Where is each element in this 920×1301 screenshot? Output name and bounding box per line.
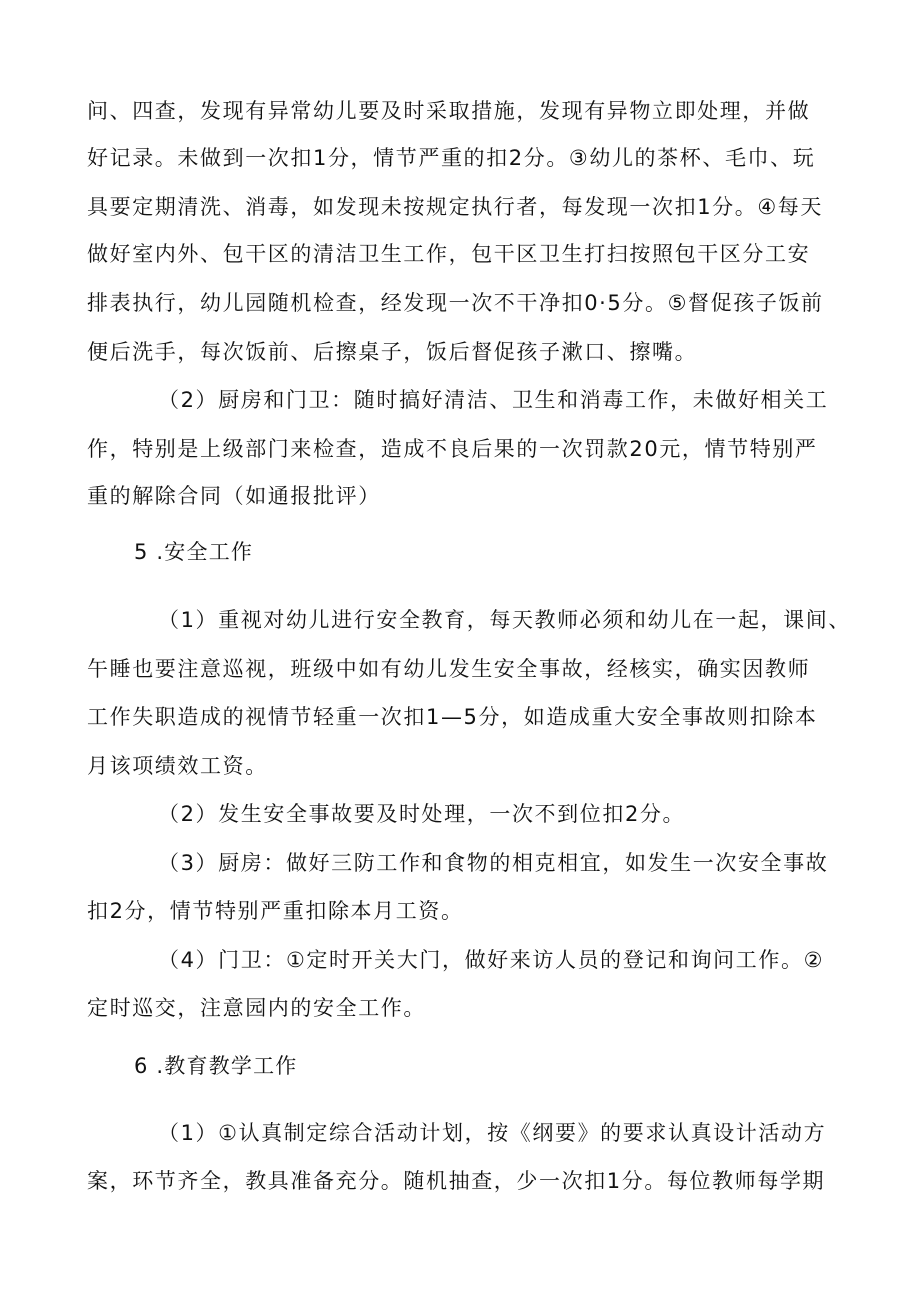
- section-heading-teaching: 6 .教育教学工作: [134, 1054, 298, 1078]
- section-heading-safety: 5 .安全工作: [134, 540, 254, 564]
- paragraph-first-line: （2）发生安全事故要及时处理，一次不到位扣2分。: [158, 802, 686, 826]
- paragraph-first-line: （4）门卫：①定时开关大门，做好来访人员的登记和询问工作。②: [158, 948, 825, 972]
- paragraph-first-line: （1）重视对幼儿进行安全教育，每天教师必须和幼儿在一起，课间、: [158, 608, 851, 632]
- body-text-line: 工作失职造成的视情节轻重一次扣1—5分，如造成重大安全事故则扣除本: [87, 705, 818, 729]
- body-text-line: 月该项绩效工资。: [87, 754, 268, 778]
- body-text-line: 便后洗手，每次饭前、后擦桌子，饭后督促孩子漱口、擦嘴。: [87, 340, 698, 364]
- body-text-line: 具要定期清洗、消毒，如发现未按规定执行者，每发现一次扣1分。④每天: [87, 195, 823, 219]
- body-text-line: 好记录。未做到一次扣1分，情节严重的扣2分。③幼儿的茶杯、毛巾、玩: [87, 146, 816, 170]
- paragraph-first-line: （3）厨房：做好三防工作和食物的相克相宜，如发生一次安全事故: [158, 851, 829, 875]
- body-text-line: 案，环节齐全，教具准备充分。随机抽查，少一次扣1分。每位教师每学期: [87, 1169, 826, 1193]
- paragraph-first-line: （1）①认真制定综合活动计划，按《纲要》的要求认真设计活动方: [158, 1121, 827, 1145]
- body-text-line: 作，特别是上级部门来检查，造成不良后果的一次罚款20元，情节特别严: [87, 437, 818, 461]
- body-text-line: 重的解除合同（如通报批评）: [87, 484, 381, 508]
- body-text-line: 扣2分，情节特别严重扣除本月工资。: [87, 899, 464, 923]
- body-text-line: 午睡也要注意巡视，班级中如有幼儿发生安全事故，经核实，确实因教师: [87, 657, 811, 681]
- body-text-line: 做好室内外、包干区的清洁卫生工作，包干区卫生打扫按照包干区分工安: [87, 242, 811, 266]
- body-text-line: 定时巡交，注意园内的安全工作。: [87, 996, 426, 1020]
- body-text-line: 问、四查，发现有异常幼儿要及时采取措施，发现有异物立即处理，并做: [87, 99, 811, 123]
- paragraph-first-line: （2）厨房和门卫：随时搞好清洁、卫生和消毒工作，未做好相关工: [158, 388, 829, 412]
- body-text-line: 排表执行，幼儿园随机检查，经发现一次不干净扣0·5分。⑤督促孩子饭前: [87, 291, 824, 315]
